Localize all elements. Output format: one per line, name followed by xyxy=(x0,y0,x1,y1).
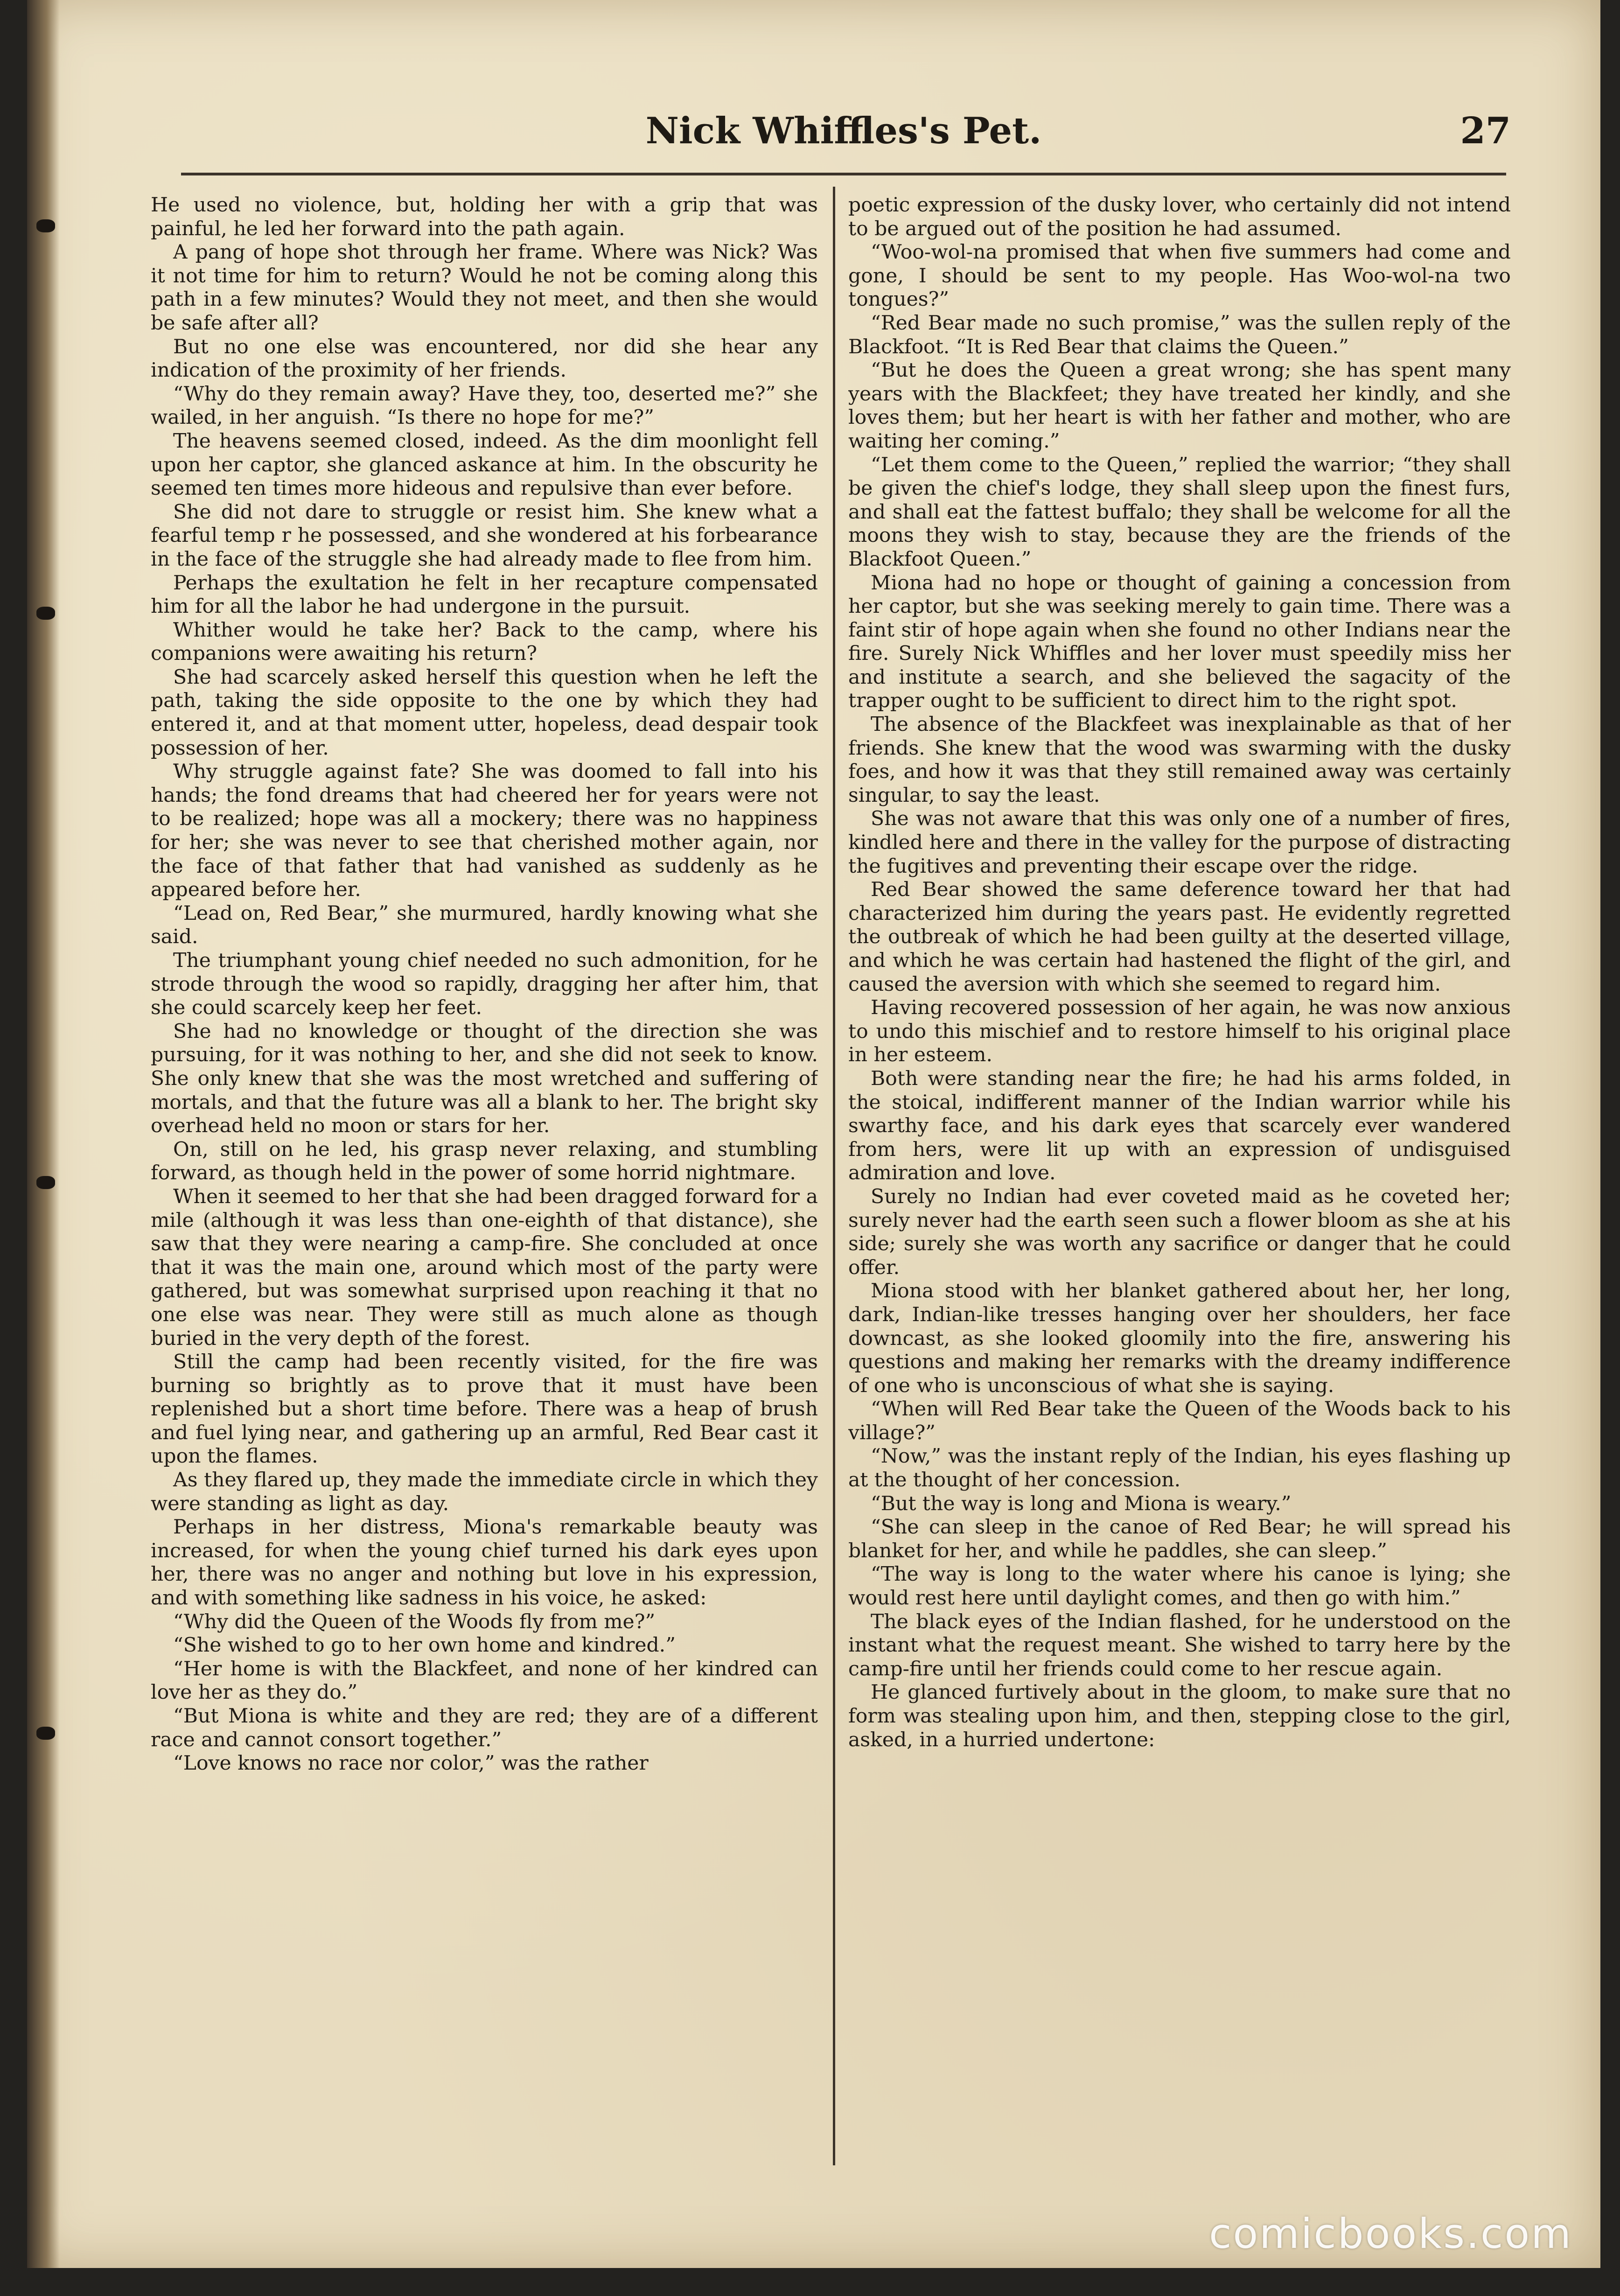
paragraph: Red Bear showed the same deference toward her that had characterized him during the years past. He evidently regretted the outbreak of which he had been guilty at the deserted village, and which he was certain had hastened the flight of the girl, and caused the aversion with which she seemed to regard him. xyxy=(848,878,1511,996)
paragraph: “She can sleep in the canoe of Red Bear; he will spread his blanket for her, and while he paddles, she can sleep.” xyxy=(848,1516,1511,1562)
paragraph: He used no violence, but, holding her with a grip that was painful, he led her forward into the path again. xyxy=(151,194,818,240)
paragraph: “Why did the Queen of the Woods fly from me?” xyxy=(173,1610,656,1633)
paragraph: Perhaps the exultation he felt in her recapture compensated him for all the labor he had undergone in the pursuit. xyxy=(151,571,818,618)
page-binding-edge xyxy=(27,0,60,2268)
paragraph: Having recovered possession of her again, he was now anxious to undo this mischief and to restore himself to his original place in her esteem. xyxy=(848,996,1511,1067)
paragraph: He glanced furtively about in the gloom, to make sure that no form was stealing upon him, and then, stepping close to the girl, asked, in a hurried undertone: xyxy=(848,1681,1511,1751)
paragraph: Miona had no hope or thought of gaining a concession from her captor, but she was seeking merely to gain time. There was a faint stir of hope again when she found no other Indians near the fire. Surely Nick Whiffles and her lover must speedily miss her and institute a search, and she believed the sagacity of the trapper ought to be sufficient to direct him to the right spot. xyxy=(848,571,1511,713)
paragraph: But no one else was encountered, nor did she hear any indication of the proximity of her friends. xyxy=(151,335,818,382)
paragraph: “Red Bear made no such promise,” was the sullen reply of the Blackfoot. “It is Red Bear that claims the Queen.” xyxy=(848,311,1511,358)
paragraph: “She wished to go to her own home and kindred.” xyxy=(173,1634,676,1657)
paragraph: A pang of hope shot through her frame. Where was Nick? Was it not time for him to return? Would he not be coming along this path in a few minutes? Would they not meet, and then she would be safe after all? xyxy=(151,241,818,335)
page-number: 27 xyxy=(1460,110,1511,152)
paragraph: “But the way is long and Miona is weary.” xyxy=(871,1492,1292,1515)
paragraph: “Lead on, Red Bear,” she murmured, hardly knowing what she said. xyxy=(151,902,818,949)
paragraph: The black eyes of the Indian flashed, for he understood on the instant what the request meant. She wished to tarry here by the camp-fire until her friends could come to her rescue again. xyxy=(848,1610,1511,1680)
paragraph: “But Miona is white and they are red; they are of a different race and cannot consort together.” xyxy=(151,1705,818,1751)
paragraph: When it seemed to her that she had been dragged forward for a mile (although it was less than one-eighth of that distance), she saw that they were nearing a camp-fire. She concluded at once that it was the main one, around which most of the party were gathered, but was somewhat surprised upon reaching it that no one else was near. They were still as much alone as though buried in the very depth of the forest. xyxy=(151,1185,818,1350)
binding-notch xyxy=(36,1176,55,1189)
paragraph: The absence of the Blackfeet was inexplainable as that of her friends. She knew that the wood was swarming with the dusky foes, and how it was that they still remained away was certainly singular, to say the least. xyxy=(848,713,1511,807)
paragraph: Whither would he take her? Back to the camp, where his companions were awaiting his return? xyxy=(151,618,818,665)
running-title: Nick Whiffles's Pet. xyxy=(645,110,1042,152)
paragraph: poetic expression of the dusky lover, who certainly did not intend to be argued out of the position he had assumed. xyxy=(848,194,1511,240)
paragraph: “Why do they remain away? Have they, too, deserted me?” she wailed, in her anguish. “Is there no hope for me?” xyxy=(151,382,818,429)
paragraph: “But he does the Queen a great wrong; she has spent many years with the Blackfeet; they have treated her kindly, and she loves them; but her heart is with her father and mother, who are waiting her coming.” xyxy=(848,359,1511,453)
paragraph: The triumphant young chief needed no such admonition, for he strode through the wood so rapidly, dragging her after him, that she could scarcely keep her feet. xyxy=(151,949,818,1020)
binding-notch xyxy=(36,219,55,232)
paragraph: She was not aware that this was only one of a number of fires, kindled here and there in the valley for the purpose of distracting the fugitives and preventing their escape over the ridge. xyxy=(848,807,1511,878)
book-page xyxy=(27,0,1600,2268)
paragraph: Surely no Indian had ever coveted maid as he coveted her; surely never had the earth seen such a flower bloom as she at his side; surely she was worth any sacrifice or danger that he could offer. xyxy=(848,1185,1511,1279)
paragraph: “When will Red Bear take the Queen of the Woods back to his village?” xyxy=(848,1398,1511,1444)
paragraph: “Love knows no race nor color,” was the rather xyxy=(173,1752,649,1775)
right-text-column xyxy=(848,194,1511,2168)
paragraph: The heavens seemed closed, indeed. As the dim moonlight fell upon her captor, she glanced askance at him. In the obscurity he seemed ten times more hideous and repulsive than ever before. xyxy=(151,429,818,500)
header-rule xyxy=(181,173,1506,175)
binding-notch xyxy=(36,607,55,620)
left-text-column xyxy=(151,194,818,2168)
paragraph: She had no knowledge or thought of the direction she was pursuing, for it was nothing to her, and she did not seek to know. She only knew that she was the most wretched and suffering of mortals, and that the future was all a blank to her. The bright sky overhead held no moon or stars for her. xyxy=(151,1020,818,1138)
paragraph: “Her home is with the Blackfeet, and none of her kindred can love her as they do.” xyxy=(151,1657,818,1704)
paragraph: As they flared up, they made the immediate circle in which they were standing as light as day. xyxy=(151,1469,818,1515)
page-header xyxy=(167,110,1520,161)
paragraph: She had scarcely asked herself this question when he left the path, taking the side opposite to the one by which they had entered it, and at that moment utter, hopeless, dead despair took possession of her. xyxy=(151,665,818,760)
paragraph: Perhaps in her distress, Miona's remarkable beauty was increased, for when the young chief turned his dark eyes upon her, there was no anger and nothing but love in his expression, and with something like sadness in his voice, he asked: xyxy=(151,1516,818,1610)
watermark-text: comicbooks.com xyxy=(1208,2210,1572,2258)
paragraph: “Woo-wol-na promised that when five summers had come and gone, I should be sent to my people. Has Woo-wol-na two tongues?” xyxy=(848,241,1511,311)
paragraph: Both were standing near the fire; he had his arms folded, in the stoical, indifferent manner of the Indian warrior while his swarthy face, and his dark eyes that scarcely ever wandered from hers, were lit up with an expression of undisguised admiration and love. xyxy=(848,1067,1511,1185)
column-divider xyxy=(833,187,835,2165)
paragraph: “Now,” was the instant reply of the Indian, his eyes flashing up at the thought of her concession. xyxy=(848,1445,1511,1492)
paragraph: Miona stood with her blanket gathered about her, her long, dark, Indian-like tresses hanging over her shoulders, her face downcast, as she looked gloomily into the fire, answering his questions and making her remarks with the dreamy indifference of one who is unconscious of what she is saying. xyxy=(848,1280,1511,1397)
paragraph: “Let them come to the Queen,” replied the warrior; “they shall be given the chief's lodge, they shall sleep upon the finest furs, and shall eat the fattest buffalo; they shall be welcome for all the moons they wish to stay, because they are the friends of the Blackfoot Queen.” xyxy=(848,453,1511,571)
paragraph: Why struggle against fate? She was doomed to fall into his hands; the fond dreams that had cheered her for years were not to be realized; hope was all a mockery; there was no happiness for her; she was never to see that cherished mother again, nor the face of that father that had vanished as suddenly as he appeared before her. xyxy=(151,760,818,902)
paragraph: She did not dare to struggle or resist him. She knew what a fearful temp r he possessed, and she wondered at his forbearance in the face of the struggle she had already made to flee from him. xyxy=(151,500,818,571)
paragraph: Still the camp had been recently visited, for the fire was burning so brightly as to prove that it must have been replenished but a short time before. There was a heap of brush and fuel lying near, and gathering up an armful, Red Bear cast it upon the flames. xyxy=(151,1351,818,1468)
paragraph: On, still on he led, his grasp never relaxing, and stumbling forward, as though held in the power of some horrid nightmare. xyxy=(151,1138,818,1185)
paragraph: “The way is long to the water where his canoe is lying; she would rest here until daylight comes, and then go with him.” xyxy=(848,1563,1511,1610)
binding-notch xyxy=(36,1727,55,1740)
